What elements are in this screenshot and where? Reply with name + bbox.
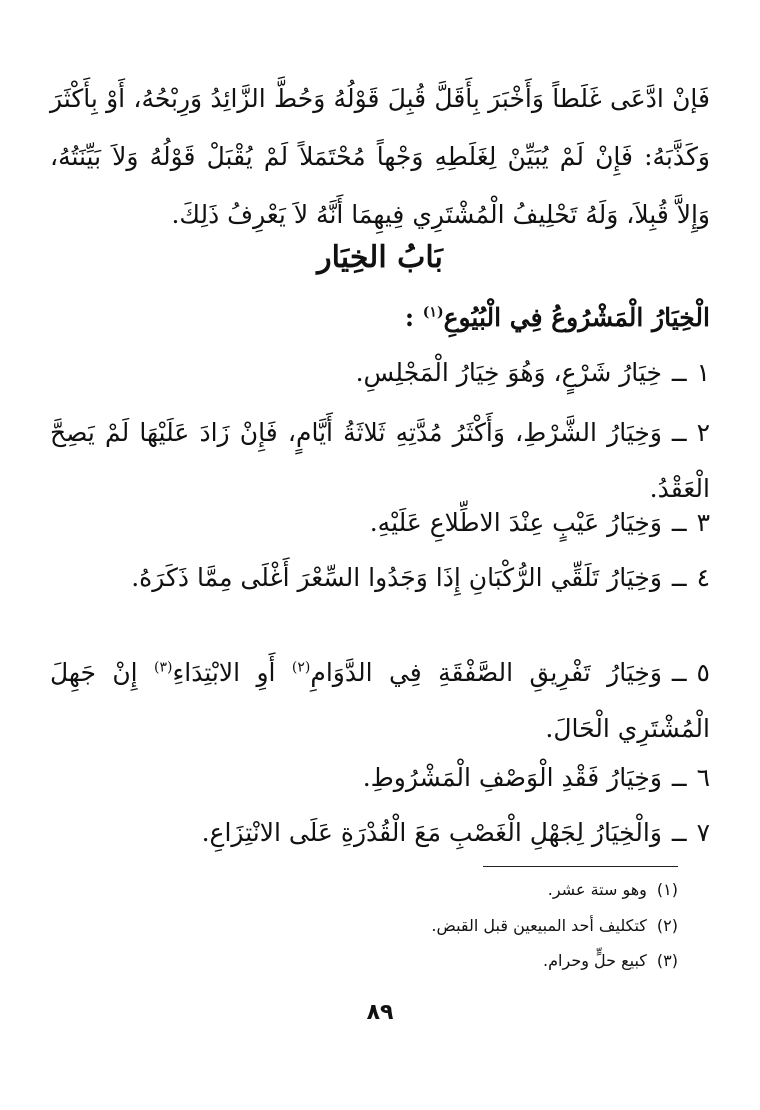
page-number: ٨٩ (366, 1000, 394, 1025)
footnote-number: (٢) (656, 916, 678, 935)
list-item (50, 645, 710, 757)
item-text-part-a: وَخِيَارُ تَفْرِيقِ الصَّفْقَةِ فِي الدَّوَامِ (310, 658, 662, 687)
item-dash: ــ (671, 358, 687, 387)
list-item (50, 495, 710, 551)
list-item (50, 750, 710, 806)
item-text: خِيَارُ شَرْعٍ، وَهُوَ خِيَارُ الْمَجْلِسِ. (355, 358, 662, 387)
footnote-ref-3[interactable]: (٣) (154, 659, 173, 676)
footnote-number: (٣) (656, 951, 678, 970)
item-text: وَخِيَارُ الشَّرْطِ، وَأَكْثَرُ مُدَّتِهِ ثَلاثَةُ أَيَّامٍ، فَإِنْ زَادَ عَلَيْهَا لَمْ يَصِحَّ الْعَقْدُ. (50, 418, 710, 503)
item-dash: ــ (671, 818, 687, 847)
section-subheading (405, 293, 710, 343)
item-dash: ــ (671, 508, 687, 537)
item-dash: ــ (671, 763, 687, 792)
list-item (50, 550, 710, 606)
chapter-heading: بَابُ الخِيَار (317, 240, 443, 275)
footnote-ref-2[interactable]: (٢) (291, 659, 311, 676)
item-number: ٥ (696, 658, 710, 687)
footnote-ref-1[interactable]: (١) (422, 304, 444, 321)
footnote (431, 915, 678, 937)
item-text: وَخِيَارُ عَيْبٍ عِنْدَ الاطِّلاعِ عَلَيْهِ. (369, 508, 662, 537)
footnote (543, 950, 678, 972)
list-item (50, 345, 710, 401)
item-number: ٢ (696, 418, 710, 447)
item-text: وَخِيَارُ تَلَقِّي الرُّكْبَانِ إِذَا وَجَدُوا السِّعْرَ أَغْلَى مِمَّا ذَكَرَهُ. (131, 563, 662, 592)
footnote-divider (483, 866, 678, 867)
footnote-number: (١) (656, 880, 678, 899)
item-text-part-b: أَوِ الابْتِدَاءِ (172, 658, 292, 687)
item-text: وَالْخِيَارُ لِجَهْلِ الْغَصْبِ مَعَ الْقُدْرَةِ عَلَى الانْتِزَاعِ. (201, 818, 662, 847)
list-item (50, 805, 710, 861)
subheading-colon: : (404, 303, 423, 332)
item-number: ١ (696, 358, 710, 387)
footnote-text: وهو ستة عشر. (547, 880, 647, 899)
subheading-text: الْخِيَارُ الْمَشْرُوعُ فِي الْبُيُوعِ (443, 303, 710, 332)
footnote-text: كتكليف أحد المبيعين قبل القبض. (431, 916, 647, 935)
item-text: وَخِيَارُ فَقْدِ الْوَصْفِ الْمَشْرُوطِ. (362, 763, 662, 792)
footnote (548, 879, 678, 901)
intro-paragraph: فَإنْ ادَّعَى غَلَطاً وَأَخْبَرَ بِأَقَلَّ قُبِلَ قَوْلُهُ وَحُطَّ الزَّائِدُ وَرِبْحُهُ، أَوْ بِأَكْثَرَ وَكَذَّبَهُ: فَإِنْ لَمْ يُبَيِّنْ لِغَلَطِهِ وَجْهاً مُحْتَمَلاً لَمْ يُقْبَلْ قَوْلُهُ وَلاَ بَيِّنَتُهُ، وَإِلاَّ قُبِلاَ، وَلَهُ تَحْلِيفُ الْمُشْتَرِي فِيهِمَا أَنَّهُ لاَ يَعْرِفُ ذَلِكَ. (50, 84, 710, 229)
item-number: ٣ (696, 508, 710, 537)
item-number: ٧ (696, 818, 710, 847)
item-dash: ــ (671, 418, 687, 447)
item-dash: ــ (671, 658, 687, 687)
item-dash: ــ (671, 563, 687, 592)
item-number: ٤ (696, 563, 710, 592)
item-number: ٦ (696, 763, 710, 792)
item-text-part-c: إِنْ جَهِلَ الْمُشْتَرِي الْحَالَ. (50, 658, 710, 743)
footnote-text: كبيع حلٍّ وحرام. (543, 951, 647, 970)
